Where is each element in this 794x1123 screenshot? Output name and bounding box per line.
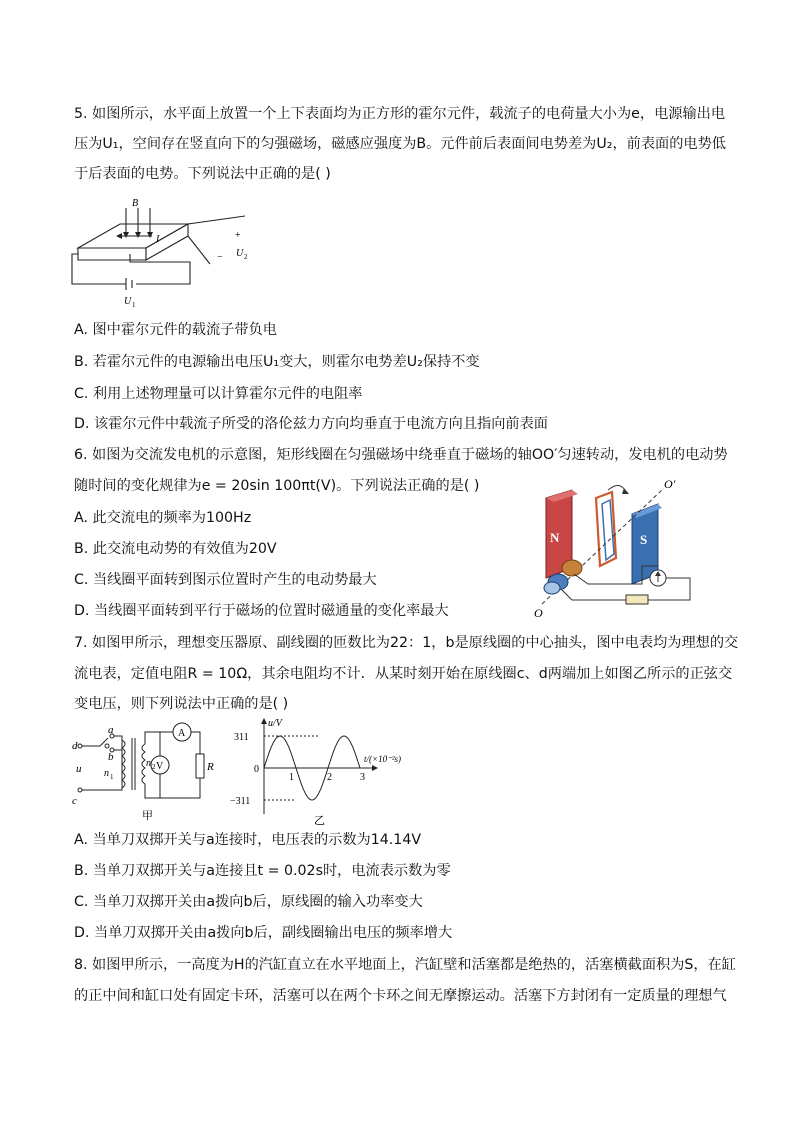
q7-xaxis-label: t/(×10⁻²s) (364, 754, 402, 764)
q5-option-d[interactable]: D. 该霍尔元件中载流子所受的洛伦兹力方向均垂直于电流方向且指向前表面 (74, 416, 548, 432)
q7-stem-line-2: 流电表，定值电阻R = 10Ω，其余电阻均不计．从某时刻开始在原线圈c、d两端加上如图乙所示的正弦交 (74, 666, 733, 682)
q6-option-c[interactable]: C. 当线圈平面转到图示位置时产生的电动势最大 (74, 572, 377, 588)
q6-option-d[interactable]: D. 当线圈平面转到平行于磁场的位置时磁通量的变化率最大 (74, 603, 449, 619)
q6-label-S: S (640, 532, 648, 547)
q5-hall-element-figure (70, 196, 260, 308)
q6-option-b[interactable]: B. 此交流电动势的有效值为20V (74, 541, 277, 557)
q7-x-3: 3 (360, 772, 365, 783)
q6-stem-line-2: 随时间的变化规律为e = 20sin 100πt(V)。下列说法正确的是( ) (74, 478, 480, 494)
q6-option-a[interactable]: A. 此交流电的频率为100Hz (74, 510, 252, 526)
q7-label-n1: n (104, 768, 109, 779)
q5-label-U2-sub: 2 (244, 253, 248, 261)
q7-voltage-graph-yi (226, 716, 426, 826)
q5-stem-line-2: 压为U₁，空间存在竖直向下的匀强磁场，磁感应强度为B。元件前后表面间电势差为U₂，前表面的电势低 (74, 136, 726, 152)
q5-stem-line-3: 于后表面的电势。下列说法中正确的是( ) (74, 166, 331, 182)
q7-caption-yi: 乙 (314, 815, 325, 826)
q7-y-zero: 0 (254, 764, 259, 775)
q6-label-O-prime: O′ (664, 477, 676, 491)
q6-generator-figure (512, 474, 702, 620)
q7-voltmeter-label: V (156, 761, 164, 772)
q7-option-b[interactable]: B. 当单刀双掷开关与a连接且t = 0.02s时，电流表示数为零 (74, 863, 451, 879)
q5-option-b[interactable]: B. 若霍尔元件的电源输出电压U₁变大，则霍尔电势差U₂保持不变 (74, 354, 480, 370)
q7-ammeter-label: A (178, 728, 186, 739)
q5-stem-line-1: 5. 如图所示，水平面上放置一个上下表面均为正方形的霍尔元件，载流子的电荷量大小为e，电源输出电 (74, 106, 726, 122)
q7-caption-jia: 甲 (142, 810, 153, 822)
q5-label-plus: + (235, 230, 241, 241)
q7-stem-line-3: 变电压，则下列说法中正确的是( ) (74, 696, 289, 712)
q7-label-n2-sub: 2 (152, 763, 156, 771)
q7-label-d: d (72, 740, 78, 752)
q7-label-a: a (108, 724, 114, 736)
q7-label-n2: n (146, 758, 151, 769)
q7-y-max: 311 (234, 732, 249, 743)
q6-stem-line-1: 6. 如图为交流发电机的示意图，矩形线圈在匀强磁场中绕垂直于磁场的轴OO′匀速转动，发电机的电动势 (74, 447, 728, 463)
q7-option-d[interactable]: D. 当单刀双掷开关由a拨向b后，副线圈输出电压的频率增大 (74, 925, 453, 941)
q6-label-N: N (550, 530, 560, 545)
q6-label-O: O (534, 606, 543, 620)
q5-option-c[interactable]: C. 利用上述物理量可以计算霍尔元件的电阻率 (74, 386, 363, 402)
q8-stem-line-1: 8. 如图甲所示，一高度为H的汽缸直立在水平地面上，汽缸壁和活塞都是绝热的，活塞横截面积为S，在缸 (74, 957, 736, 973)
q7-stem-line-1: 7. 如图甲所示，理想变压器原、副线圈的匝数比为22：1，b是原线圈的中心抽头，图中电表均为理想的交 (74, 635, 739, 651)
q8-stem-line-2: 的正中间和缸口处有固定卡环，活塞可以在两个卡环之间无摩擦运动。活塞下方封闭有一定质量的理想气 (74, 988, 727, 1004)
q7-x-1: 1 (289, 772, 294, 783)
q7-label-c: c (72, 795, 77, 807)
q7-label-R: R (207, 761, 214, 773)
q7-option-a[interactable]: A. 当单刀双掷开关与a连接时，电压表的示数为14.14V (74, 832, 422, 848)
q7-option-c[interactable]: C. 当单刀双掷开关由a拨向b后，原线圈的输入功率变大 (74, 894, 423, 910)
q7-label-b: b (108, 751, 114, 763)
q7-label-u: u (76, 763, 82, 775)
q7-y-min: −311 (230, 796, 251, 807)
q5-label-B: B (132, 198, 139, 209)
q5-label-I: I (156, 234, 160, 245)
q5-label-U1-sub: 1 (132, 301, 136, 308)
q7-x-2: 2 (327, 772, 332, 783)
q7-label-n1-sub: 1 (110, 773, 114, 781)
q7-transformer-figure-jia (70, 718, 220, 822)
q7-yaxis-label: u/V (268, 718, 282, 729)
q5-option-a[interactable]: A. 图中霍尔元件的载流子带负电 (74, 322, 277, 338)
q5-label-U2: U (236, 248, 244, 259)
q5-label-minus: − (217, 252, 223, 263)
q5-label-U1: U (124, 296, 132, 307)
